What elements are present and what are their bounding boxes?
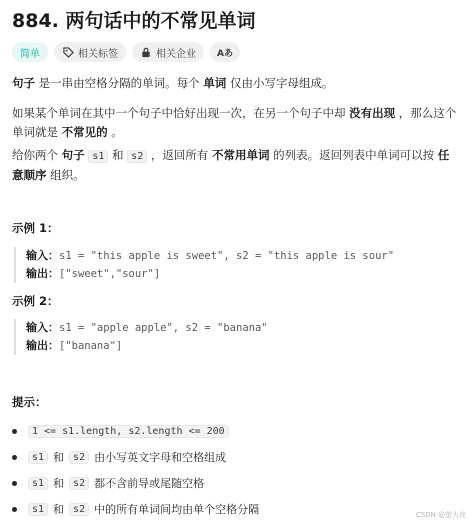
term-sentence: 句子 xyxy=(61,148,85,162)
font-size-button[interactable] xyxy=(210,42,240,62)
related-tags-button[interactable] xyxy=(54,42,126,62)
output-label: 输出： xyxy=(26,339,59,352)
text: 。 xyxy=(107,125,123,139)
text: 和 xyxy=(108,148,128,162)
code-s2: s2 xyxy=(69,477,89,490)
text: 中的所有单词间均由单个空格分隔 xyxy=(94,503,260,516)
input-value: s1 = "apple apple", s2 = "banana" xyxy=(59,322,268,334)
example-2-heading: 示例 2： xyxy=(12,294,59,308)
text: ，返回所有 xyxy=(147,148,213,162)
input-label: 输入： xyxy=(26,321,59,334)
constraint-length: 1 <= s1.length, s2.length <= 200 xyxy=(28,425,229,438)
text: 和 xyxy=(53,503,65,516)
related-tags-label: 相关标签 xyxy=(78,48,118,60)
term-sentence: 句子 xyxy=(12,76,35,90)
text: 的列表。返回列表中单词可以按 xyxy=(269,148,438,162)
description-paragraph-2 xyxy=(12,104,460,142)
page-title: 884. 两句话中的不常见单词 xyxy=(12,10,256,32)
code-s1: s1 xyxy=(28,451,48,464)
list-item xyxy=(12,470,259,496)
text: 组织。 xyxy=(46,168,85,182)
example-1-input xyxy=(26,247,394,265)
code-s1: s1 xyxy=(28,477,48,490)
example-1-heading: 示例 1： xyxy=(12,221,59,235)
text: 和 xyxy=(53,451,65,464)
example-2-block xyxy=(14,319,268,355)
example-1-block xyxy=(14,247,394,283)
lock-icon xyxy=(140,46,152,58)
text: 由小写英文字母和空格组成 xyxy=(94,451,227,464)
tips-list xyxy=(12,418,259,522)
text: 仅由小写字母组成。 xyxy=(226,76,334,90)
term-uncommon: 不常见的 xyxy=(61,125,108,139)
text: 如果某个单词在其中一个句子中恰好出现一次，在另一个句子中却 xyxy=(12,106,350,120)
related-companies-button[interactable] xyxy=(132,42,204,62)
description-paragraph-1 xyxy=(12,74,460,93)
list-item xyxy=(12,496,259,522)
output-value: ["banana"] xyxy=(59,340,123,352)
related-companies-label: 相关企业 xyxy=(156,48,196,60)
input-value: s1 = "this apple is sweet", s2 = "this apple is sour" xyxy=(59,250,395,262)
tips-heading: 提示： xyxy=(12,395,47,409)
term-uncommon-words: 不常用单词 xyxy=(212,148,270,162)
term-any-order: 任意顺序 xyxy=(12,148,450,182)
description-paragraph-3 xyxy=(12,146,460,185)
term-word: 单词 xyxy=(203,76,227,90)
code-s2: s2 xyxy=(127,150,147,163)
font-size-icon: Aあ xyxy=(217,48,233,59)
list-item xyxy=(12,418,259,444)
code-s1: s1 xyxy=(88,150,108,163)
text: 和 xyxy=(53,477,65,490)
example-2-output xyxy=(26,337,268,355)
code-s2: s2 xyxy=(69,451,89,464)
example-2-input xyxy=(26,319,268,337)
list-item xyxy=(12,444,259,470)
watermark: CSDN @萤火夜 xyxy=(415,511,466,519)
example-1-output xyxy=(26,265,394,283)
text: ，那么这个单词就是 xyxy=(12,106,457,139)
code-s2: s2 xyxy=(69,503,89,516)
text: 给你两个 xyxy=(12,148,62,162)
term-not-appear: 没有出现 xyxy=(349,106,396,120)
output-value: ["sweet","sour"] xyxy=(59,268,161,280)
difficulty-badge[interactable]: 简单 xyxy=(12,42,48,62)
text: 是一串由空格分隔的单词。每个 xyxy=(35,76,204,90)
code-s1: s1 xyxy=(28,503,48,516)
tag-icon xyxy=(62,46,74,58)
text: 都不含前导或尾随空格 xyxy=(94,477,205,490)
input-label: 输入： xyxy=(26,249,59,262)
tag-row xyxy=(12,42,240,62)
output-label: 输出： xyxy=(26,267,59,280)
